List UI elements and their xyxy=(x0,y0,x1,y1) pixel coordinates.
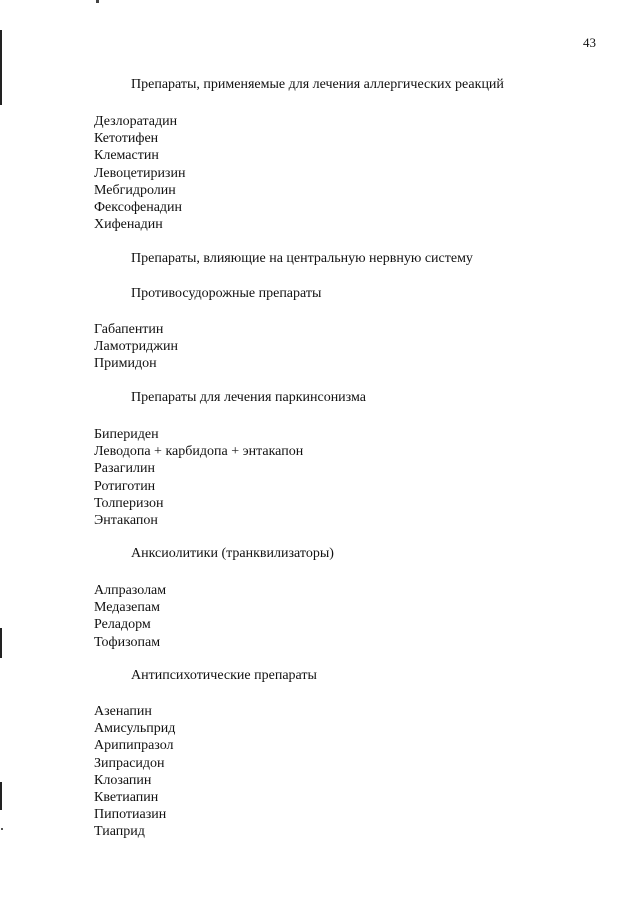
list-item: Примидон xyxy=(94,356,157,372)
drug-list xyxy=(94,426,303,529)
binding-edge-mark xyxy=(0,628,2,658)
list-item: Толперизон xyxy=(94,495,164,511)
list-item: Левоцетиризин xyxy=(94,165,186,181)
list-item: Кветиапин xyxy=(94,789,159,805)
drug-list xyxy=(94,582,166,651)
list-item: Ротиготин xyxy=(94,478,156,494)
section-heading: Препараты, применяемые для лечения аллергических реакций xyxy=(131,77,504,92)
list-item: Ламотриджин xyxy=(94,339,178,355)
list-item: Пипотиазин xyxy=(94,807,167,823)
list-item: Мебгидролин xyxy=(94,182,176,198)
section-heading: Анксиолитики (транквилизаторы) xyxy=(131,546,334,561)
section-heading: Препараты, влияющие на центральную нервную систему xyxy=(131,251,473,266)
list-item: Алпразолам xyxy=(94,583,167,598)
scan-mark xyxy=(1,828,3,830)
list-item: Тофизопам xyxy=(94,634,161,650)
list-item: Медазепам xyxy=(94,600,160,616)
binding-edge-mark xyxy=(0,30,2,105)
list-item: Габапентин xyxy=(94,322,164,337)
section-heading: Противосудорожные препараты xyxy=(131,286,322,301)
list-item: Фексофенадин xyxy=(94,199,183,215)
list-item: Бипериден xyxy=(94,427,159,442)
drug-list xyxy=(94,703,175,841)
list-item: Клемастин xyxy=(94,148,159,164)
list-item: Тиаприд xyxy=(94,824,145,840)
list-item: Азенапин xyxy=(94,704,152,719)
page-number: 43 xyxy=(583,35,596,50)
list-item: Арипипразол xyxy=(94,738,174,754)
list-item: Хифенадин xyxy=(94,217,163,233)
section-heading: Антипсихотические препараты xyxy=(131,668,317,683)
list-item: Амисульприд xyxy=(94,721,176,737)
list-item: Реладорм xyxy=(94,617,151,633)
drug-list xyxy=(94,321,178,373)
list-item: Клозапин xyxy=(94,772,152,788)
list-item: Разагилин xyxy=(94,461,155,477)
list-item: Энтакапон xyxy=(94,512,158,528)
list-item: Леводопа + карбидопа + энтакапон xyxy=(94,444,304,460)
list-item: Кетотифен xyxy=(94,131,159,147)
binding-edge-mark xyxy=(0,782,2,810)
scan-mark xyxy=(96,0,99,3)
list-item: Дезлоратадин xyxy=(94,114,178,129)
section-heading: Препараты для лечения паркинсонизма xyxy=(131,390,366,405)
list-item: Зипрасидон xyxy=(94,755,165,771)
drug-list xyxy=(94,113,185,233)
